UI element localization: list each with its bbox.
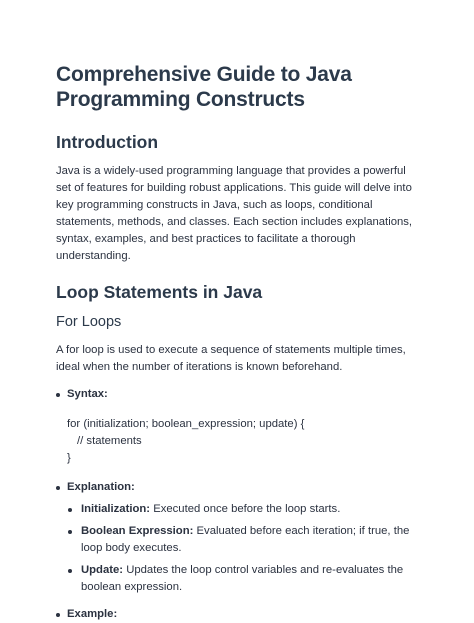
explanation-list-item xyxy=(56,479,422,596)
example-label: Example: xyxy=(67,608,118,620)
explanation-term: Update: xyxy=(81,564,124,576)
document-title: Comprehensive Guide to Java Programming Constructs xyxy=(56,63,352,111)
for-loops-paragraph: A for loop is used to execute a sequence of statements multiple times, ideal when the number of iterations is known beforehand. xyxy=(56,344,406,373)
explanation-sublist xyxy=(67,501,422,596)
explanation-term: Initialization: xyxy=(81,503,151,515)
loops-heading: Loop Statements in Java xyxy=(56,282,263,302)
intro-heading: Introduction xyxy=(56,132,159,152)
explanation-item xyxy=(67,523,422,557)
syntax-label: Syntax: xyxy=(67,388,108,400)
for-loop-details-list xyxy=(56,386,422,623)
code-line: // statements xyxy=(77,435,142,447)
syntax-code-block xyxy=(67,416,422,467)
explanation-item xyxy=(67,501,422,518)
code-line: for (initialization; boolean_expression; update) { xyxy=(67,418,305,430)
for-loops-heading: For Loops xyxy=(56,314,122,330)
explanation-term: Boolean Expression: xyxy=(81,525,194,537)
explanation-text: Updates the loop control variables and re-evaluates the boolean expression. xyxy=(81,564,404,593)
explanation-text: Executed once before the loop starts. xyxy=(153,503,341,515)
example-list-item xyxy=(56,606,422,623)
explanation-text: Evaluated before each iteration; if true, the loop body executes. xyxy=(81,525,410,554)
code-line: } xyxy=(67,452,71,464)
explanation-item xyxy=(67,562,422,596)
syntax-list-item xyxy=(56,386,422,467)
explanation-label: Explanation: xyxy=(67,481,135,493)
intro-paragraph: Java is a widely-used programming language that provides a powerful set of features for building robust applications. This guide will delve into key programming constructs in Java, such as loops, conditional statements, methods, and classes. Each section includes explanations, syntax, examples, and best practices to facilitate a thorough understanding. xyxy=(56,165,413,262)
